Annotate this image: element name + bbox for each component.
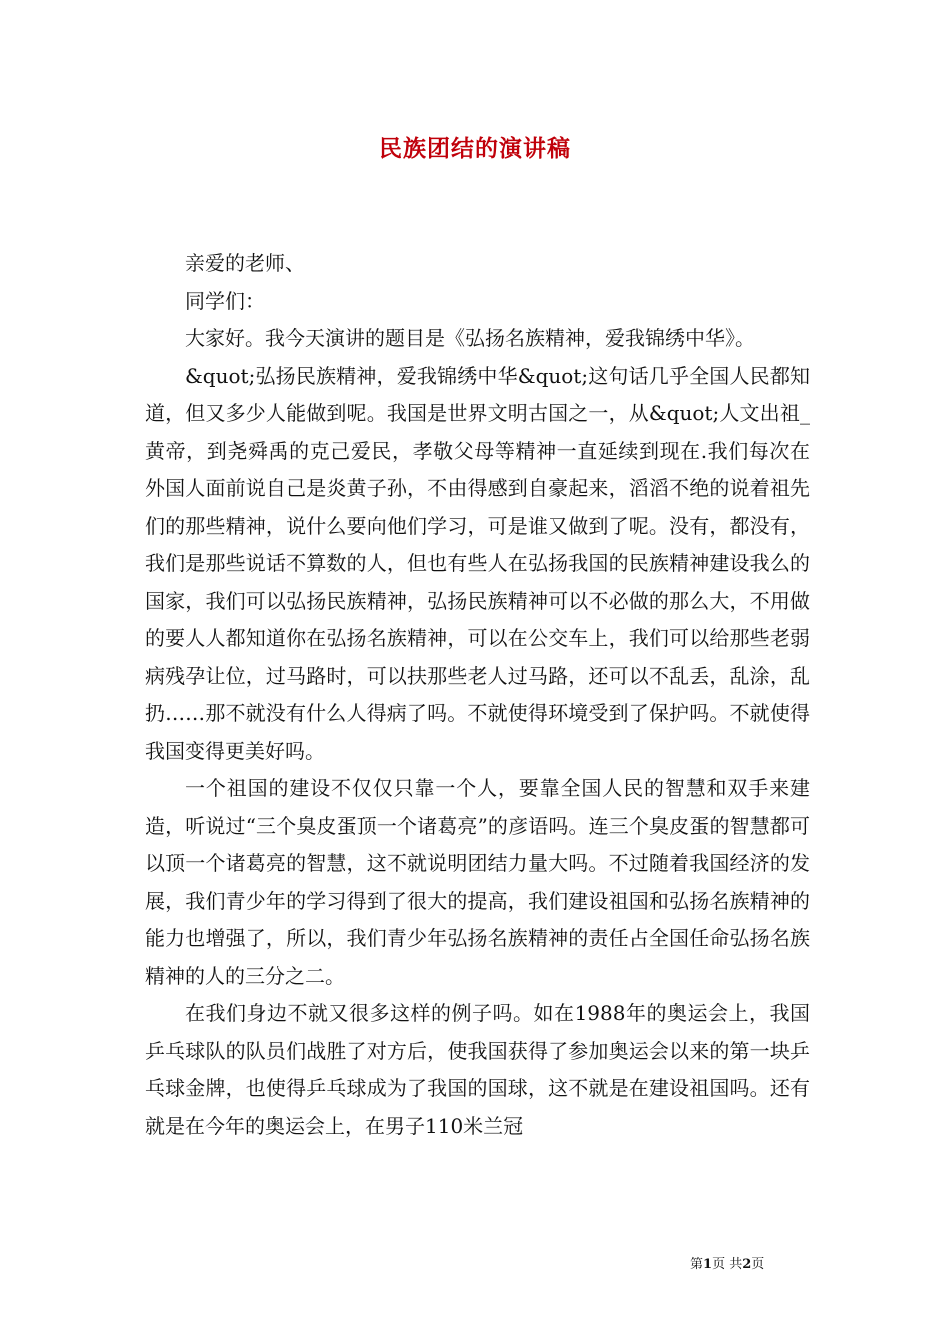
paragraph-3: 一个祖国的建设不仅仅只靠一个人，要靠全国人民的智慧和双手来建造，听说过“三个臭皮蛋顶一个诸葛亮”的彦语吗。连三个臭皮蛋的智慧都可以顶一个诸葛亮的智慧，这不就说明团结力量大吗。不过随着我国经济的发展，我们青少年的学习得到了很大的提高，我们建设祖国和弘扬名族精神的能力也增强了，所以，我们青少年弘扬名族精神的责任占全国任命弘扬名族精神的人的三分之二。	[145, 776, 810, 988]
footer-current-page: 1	[703, 1257, 713, 1272]
footer-suffix: 页	[751, 1257, 765, 1272]
document-body	[145, 245, 810, 1145]
paragraph-4: 在我们身边不就又很多这样的例子吗。如在1988年的奥运会上，我国乒乓球队的队员们战胜了对方后，使我国获得了参加奥运会以来的第一块乒乓球金牌，也使得乒乓球成为了我国的国球，这不就是在建设祖国吗。还有就是在今年的奥运会上，在男子110米兰冠	[145, 1001, 810, 1138]
footer-prefix: 第	[690, 1257, 704, 1272]
salutation-line-2: 同学们：	[185, 288, 265, 313]
page-footer	[690, 1253, 830, 1272]
footer-middle: 页 共	[712, 1257, 743, 1272]
paragraph-2: &quot;弘扬民族精神，爱我锦绣中华&quot;这句话几乎全国人民都知道，但又多少人能做到呢。我国是世界文明古国之一，从&quot;人文出祖_黄帝，到尧舜禹的克己爱民，孝敬父母等精神一直延续到现在.我们每次在外国人面前说自己是炎黄子孙，不由得感到自豪起来，滔滔不绝的说着祖先们的那些精神，说什么要向他们学习，可是谁又做到了呢。没有，都没有，我们是那些说话不算数的人，但也有些人在弘扬我国的民族精神建设我么的国家，我们可以弘扬民族精神，弘扬民族精神可以不必做的那么大，不用做的要人人都知道你在弘扬名族精神，可以在公交车上，我们可以给那些老弱病残孕让位，过马路时，可以扶那些老人过马路，还可以不乱丢，乱涂，乱扔……那不就没有什么人得病了吗。不就使得环境受到了保护吗。不就使得我国变得更美好吗。	[145, 363, 810, 763]
paragraph-1: 大家好。我今天演讲的题目是《弘扬名族精神，爱我锦绣中华》。	[185, 326, 755, 350]
document-title: 民族团结的演讲稿	[379, 135, 571, 162]
footer-total-pages: 2	[742, 1257, 752, 1272]
salutation-line-1: 亲爱的老师、	[185, 251, 305, 275]
